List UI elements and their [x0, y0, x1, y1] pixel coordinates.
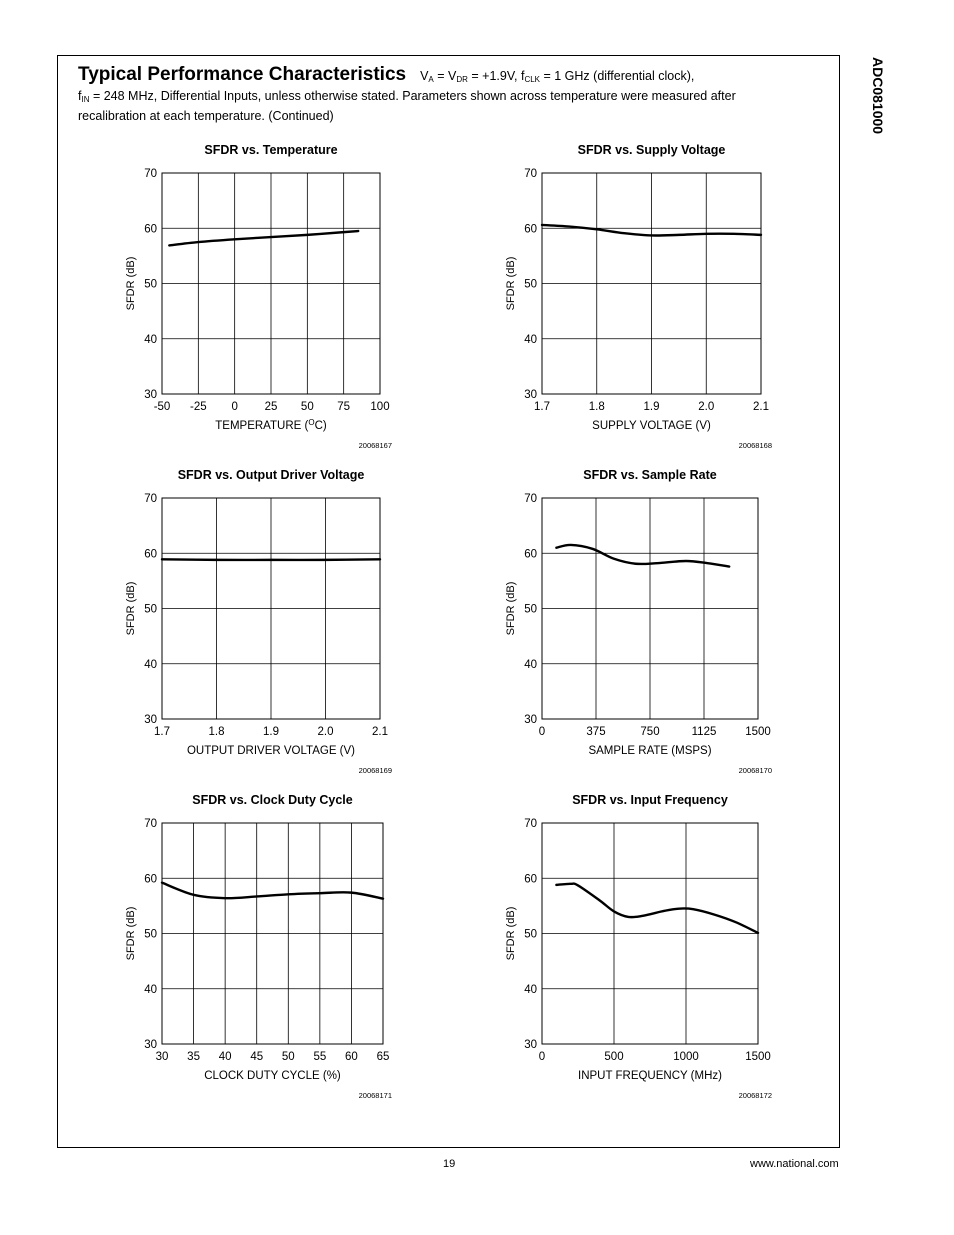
x-tick-label: 0: [538, 1051, 546, 1063]
cond-clk-sub: CLK: [524, 75, 541, 84]
cond-va: V: [420, 69, 429, 83]
figure-id: 20068167: [358, 441, 392, 450]
x-axis-label: [204, 1070, 341, 1082]
x-tick-label: 25: [264, 401, 278, 413]
x-tick-label: 50: [300, 401, 314, 413]
chart-1: [125, 143, 392, 450]
x-axis-label: [187, 745, 355, 757]
cond-dr-sub: DR: [456, 75, 468, 84]
x-axis-label: [578, 1070, 722, 1082]
x-tick-label: 2.1: [753, 401, 769, 413]
x-tick-label: 1.8: [588, 401, 605, 413]
figure-id: 20068171: [358, 1091, 392, 1100]
x-tick-label: 1.8: [208, 726, 225, 738]
x-tick-label: 30: [155, 1051, 169, 1063]
y-tick-label: 70: [144, 818, 157, 830]
y-tick-label: 50: [144, 278, 157, 291]
y-tick-label: 30: [144, 714, 157, 726]
x-tick-label: 2.0: [317, 726, 334, 738]
x-tick-label: 75: [337, 401, 351, 413]
y-axis-label: SFDR (dB): [505, 906, 517, 961]
figure-id: 20068168: [738, 441, 772, 450]
x-tick-label: 65: [376, 1051, 390, 1063]
series-line: [556, 884, 758, 933]
para-in-sub: IN: [81, 95, 90, 104]
footer-url: www.national.com: [750, 1158, 839, 1170]
series-line: [169, 231, 358, 245]
chart-3: [125, 468, 392, 775]
x-tick-label: 60: [345, 1051, 358, 1063]
x-tick-label: 40: [218, 1051, 232, 1063]
chart-4: [505, 468, 772, 775]
x-tick-label: 1.7: [534, 401, 550, 413]
y-tick-label: 70: [524, 818, 537, 830]
y-tick-label: 60: [524, 548, 537, 561]
x-axis-label-main: OUTPUT DRIVER VOLTAGE (V): [186, 745, 356, 757]
y-tick-label: 40: [144, 983, 157, 996]
series-line: [162, 883, 383, 899]
y-tick-label: 60: [524, 873, 537, 886]
y-tick-label: 50: [524, 278, 537, 291]
chart-title: SFDR vs. Output Driver Voltage: [177, 468, 365, 482]
x-axis-label-main: SUPPLY VOLTAGE (V): [592, 420, 711, 432]
x-tick-label: 50: [281, 1051, 295, 1063]
y-axis-label: SFDR (dB): [125, 256, 137, 311]
x-tick-label: 750: [640, 726, 660, 738]
x-tick-label: 0: [538, 726, 546, 738]
figure-id: 20068170: [738, 766, 772, 775]
cond-mid: = +1.9V, f: [467, 69, 525, 83]
cond-end: = 1 GHz (differential clock),: [540, 69, 695, 83]
cond-a-sub: A: [428, 75, 434, 84]
x-tick-label: 45: [250, 1051, 264, 1063]
x-tick-label: 1.9: [643, 401, 660, 413]
para-f: f: [78, 89, 82, 103]
y-tick-label: 30: [524, 714, 537, 726]
series-line: [556, 545, 729, 567]
x-tick-label: 1500: [745, 726, 771, 738]
x-tick-label: -25: [190, 401, 207, 413]
page-number: 19: [443, 1158, 456, 1170]
x-axis-label: [215, 418, 327, 432]
cond-eq1: = V: [433, 69, 457, 83]
y-tick-label: 70: [144, 168, 157, 180]
x-tick-label: 1.7: [154, 726, 170, 738]
y-tick-label: 30: [524, 1039, 537, 1051]
section-title: Typical Performance Characteristics: [78, 64, 407, 85]
figure-id: 20068172: [738, 1091, 772, 1100]
y-tick-label: 60: [524, 223, 537, 236]
y-tick-label: 50: [144, 928, 157, 941]
para-text: = 248 MHz, Differential Inputs, unless otherwise stated. Parameters shown across temperature were measured after recalibration at each temperature. (Continued): [78, 89, 736, 123]
chart-2: [505, 143, 772, 450]
part-number-tab: ADC081000: [870, 57, 886, 135]
x-axis-label-main: INPUT FREQUENCY (MHz): [578, 1070, 722, 1082]
y-tick-label: 40: [524, 658, 537, 671]
y-axis-label: SFDR (dB): [125, 906, 137, 961]
x-axis-label-main: CLOCK DUTY CYCLE (%): [204, 1070, 341, 1082]
chart-6: [505, 793, 772, 1100]
x-axis-label-sup: O: [308, 418, 315, 427]
y-tick-label: 60: [144, 223, 157, 236]
y-tick-label: 40: [144, 333, 157, 346]
x-tick-label: 55: [313, 1051, 327, 1063]
y-tick-label: 40: [524, 333, 537, 346]
x-tick-label: 1500: [745, 1051, 771, 1063]
y-tick-label: 70: [524, 168, 537, 180]
y-tick-label: 70: [524, 493, 537, 505]
series-line: [162, 559, 380, 560]
x-tick-label: 1000: [673, 1051, 699, 1063]
figure-id: 20068169: [358, 766, 392, 775]
x-axis-label-main: TEMPERATURE (: [215, 420, 309, 432]
y-tick-label: 60: [144, 548, 157, 561]
x-tick-label: 1.9: [263, 726, 279, 738]
y-tick-label: 50: [524, 603, 537, 616]
y-tick-label: 30: [144, 1039, 157, 1051]
y-tick-label: 60: [144, 873, 157, 886]
x-axis-label: [592, 420, 711, 432]
y-tick-label: 50: [144, 603, 157, 616]
y-tick-label: 30: [144, 389, 157, 401]
y-tick-label: 30: [524, 389, 537, 401]
y-axis-label: SFDR (dB): [505, 581, 517, 636]
x-tick-label: 375: [586, 726, 606, 738]
y-tick-label: 50: [524, 928, 537, 941]
chart-title: SFDR vs. Clock Duty Cycle: [192, 793, 353, 807]
x-tick-label: 2.0: [698, 401, 715, 413]
x-tick-label: 0: [231, 401, 238, 413]
x-tick-label: 1125: [691, 726, 717, 738]
chart-title: SFDR vs. Supply Voltage: [577, 143, 726, 157]
y-tick-label: 70: [144, 493, 157, 505]
x-tick-label: 500: [604, 1051, 624, 1063]
x-tick-label: 100: [370, 401, 390, 413]
chart-5: [125, 793, 392, 1100]
x-tick-label: 2.1: [372, 726, 388, 738]
y-axis-label: SFDR (dB): [505, 256, 517, 311]
chart-title: SFDR vs. Input Frequency: [572, 793, 728, 807]
x-axis-label: [588, 745, 711, 757]
x-axis-label-end: C): [314, 420, 327, 432]
y-tick-label: 40: [524, 983, 537, 996]
y-axis-label: SFDR (dB): [125, 581, 137, 636]
x-axis-label-main: SAMPLE RATE (MSPS): [588, 745, 712, 757]
chart-title: SFDR vs. Temperature: [204, 143, 338, 157]
x-tick-label: 35: [187, 1051, 200, 1063]
y-tick-label: 40: [144, 658, 157, 671]
chart-title: SFDR vs. Sample Rate: [583, 468, 717, 482]
x-tick-label: -50: [153, 401, 171, 413]
